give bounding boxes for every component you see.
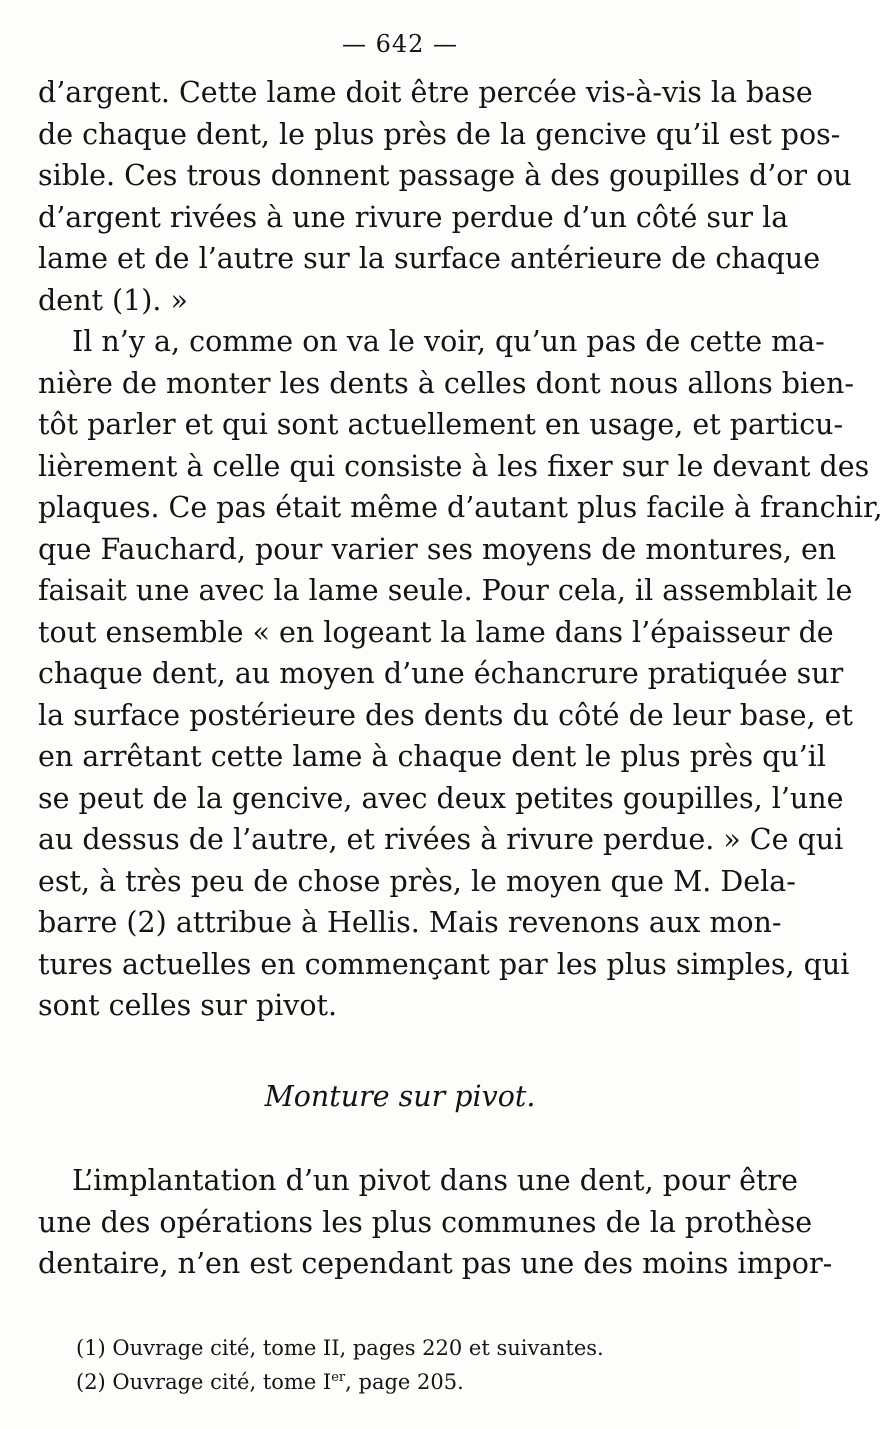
paragraph-1 xyxy=(38,72,852,321)
text-line: tures actuelles en commençant par les plus simples, qui xyxy=(38,947,850,981)
paragraph-2 xyxy=(38,321,883,1027)
text-line: plaques. Ce pas était même d’autant plus facile à franchir, xyxy=(38,491,883,524)
footnote-2: (2) Ouvrage cité, tome Ier, page 205. xyxy=(76,1370,464,1394)
text-line: de chaque dent, le plus près de la gencive qu’il est pos- xyxy=(38,117,841,151)
text-line: en arrêtant cette lame à chaque dent le plus près qu’il xyxy=(38,740,827,773)
footnotes xyxy=(76,1334,766,1397)
main-text xyxy=(38,72,883,1027)
text-line: chaque dent, au moyen d’une échancrure pratiquée sur xyxy=(38,657,844,690)
text-line: sible. Ces trous donnent passage à des goupilles d’or ou xyxy=(38,159,852,192)
text-line: Il n’y a, comme on va le voir, qu’un pas de cette ma- xyxy=(72,325,825,358)
text-line: que Fauchard, pour varier ses moyens de montures, en xyxy=(38,532,837,566)
paragraph-3 xyxy=(38,1160,833,1285)
text-line: tout ensemble « en logeant la lame dans l’épaisseur de xyxy=(38,615,834,649)
text-line: d’argent rivées à une rivure perdue d’un côté sur la xyxy=(38,200,789,234)
text-line: une des opérations les plus communes de la prothèse xyxy=(38,1205,813,1239)
page-number: — 642 — xyxy=(341,30,459,58)
text-line: lame et de l’autre sur la surface antérieure de chaque xyxy=(38,242,821,275)
text-line: la surface postérieure des dents du côté de leur base, et xyxy=(38,698,853,732)
text-line: L’implantation d’un pivot dans une dent, pour être xyxy=(72,1164,798,1197)
section-heading: Monture sur pivot. xyxy=(264,1080,536,1113)
text-line: dentaire, n’en est cependant pas une des moins impor- xyxy=(38,1247,833,1280)
text-line: tôt parler et qui sont actuellement en usage, et particu- xyxy=(38,408,844,441)
text-line: d’argent. Cette lame doit être percée vis-à-vis la base xyxy=(38,76,813,109)
footnote-1: (1) Ouvrage cité, tome II, pages 220 et suivantes. xyxy=(76,1336,604,1360)
text-line: faisait une avec la lame seule. Pour cela, il assemblait le xyxy=(38,574,853,607)
text-line: au dessus de l’autre, et rivées à rivure perdue. » Ce qui xyxy=(38,823,844,856)
text-line: lièrement à celle qui consiste à les fixer sur le devant des xyxy=(38,449,870,483)
text-line: barre (2) attribue à Hellis. Mais revenons aux mon- xyxy=(38,906,782,939)
text-line: se peut de la gencive, avec deux petites goupilles, l’une xyxy=(38,781,844,815)
text-line: est, à très peu de chose près, le moyen que M. Dela- xyxy=(38,864,796,898)
text-line: nière de monter les dents à celles dont nous allons bien- xyxy=(38,366,854,400)
text-line: dent (1). » xyxy=(38,283,188,317)
text-line: sont celles sur pivot. xyxy=(38,989,338,1022)
